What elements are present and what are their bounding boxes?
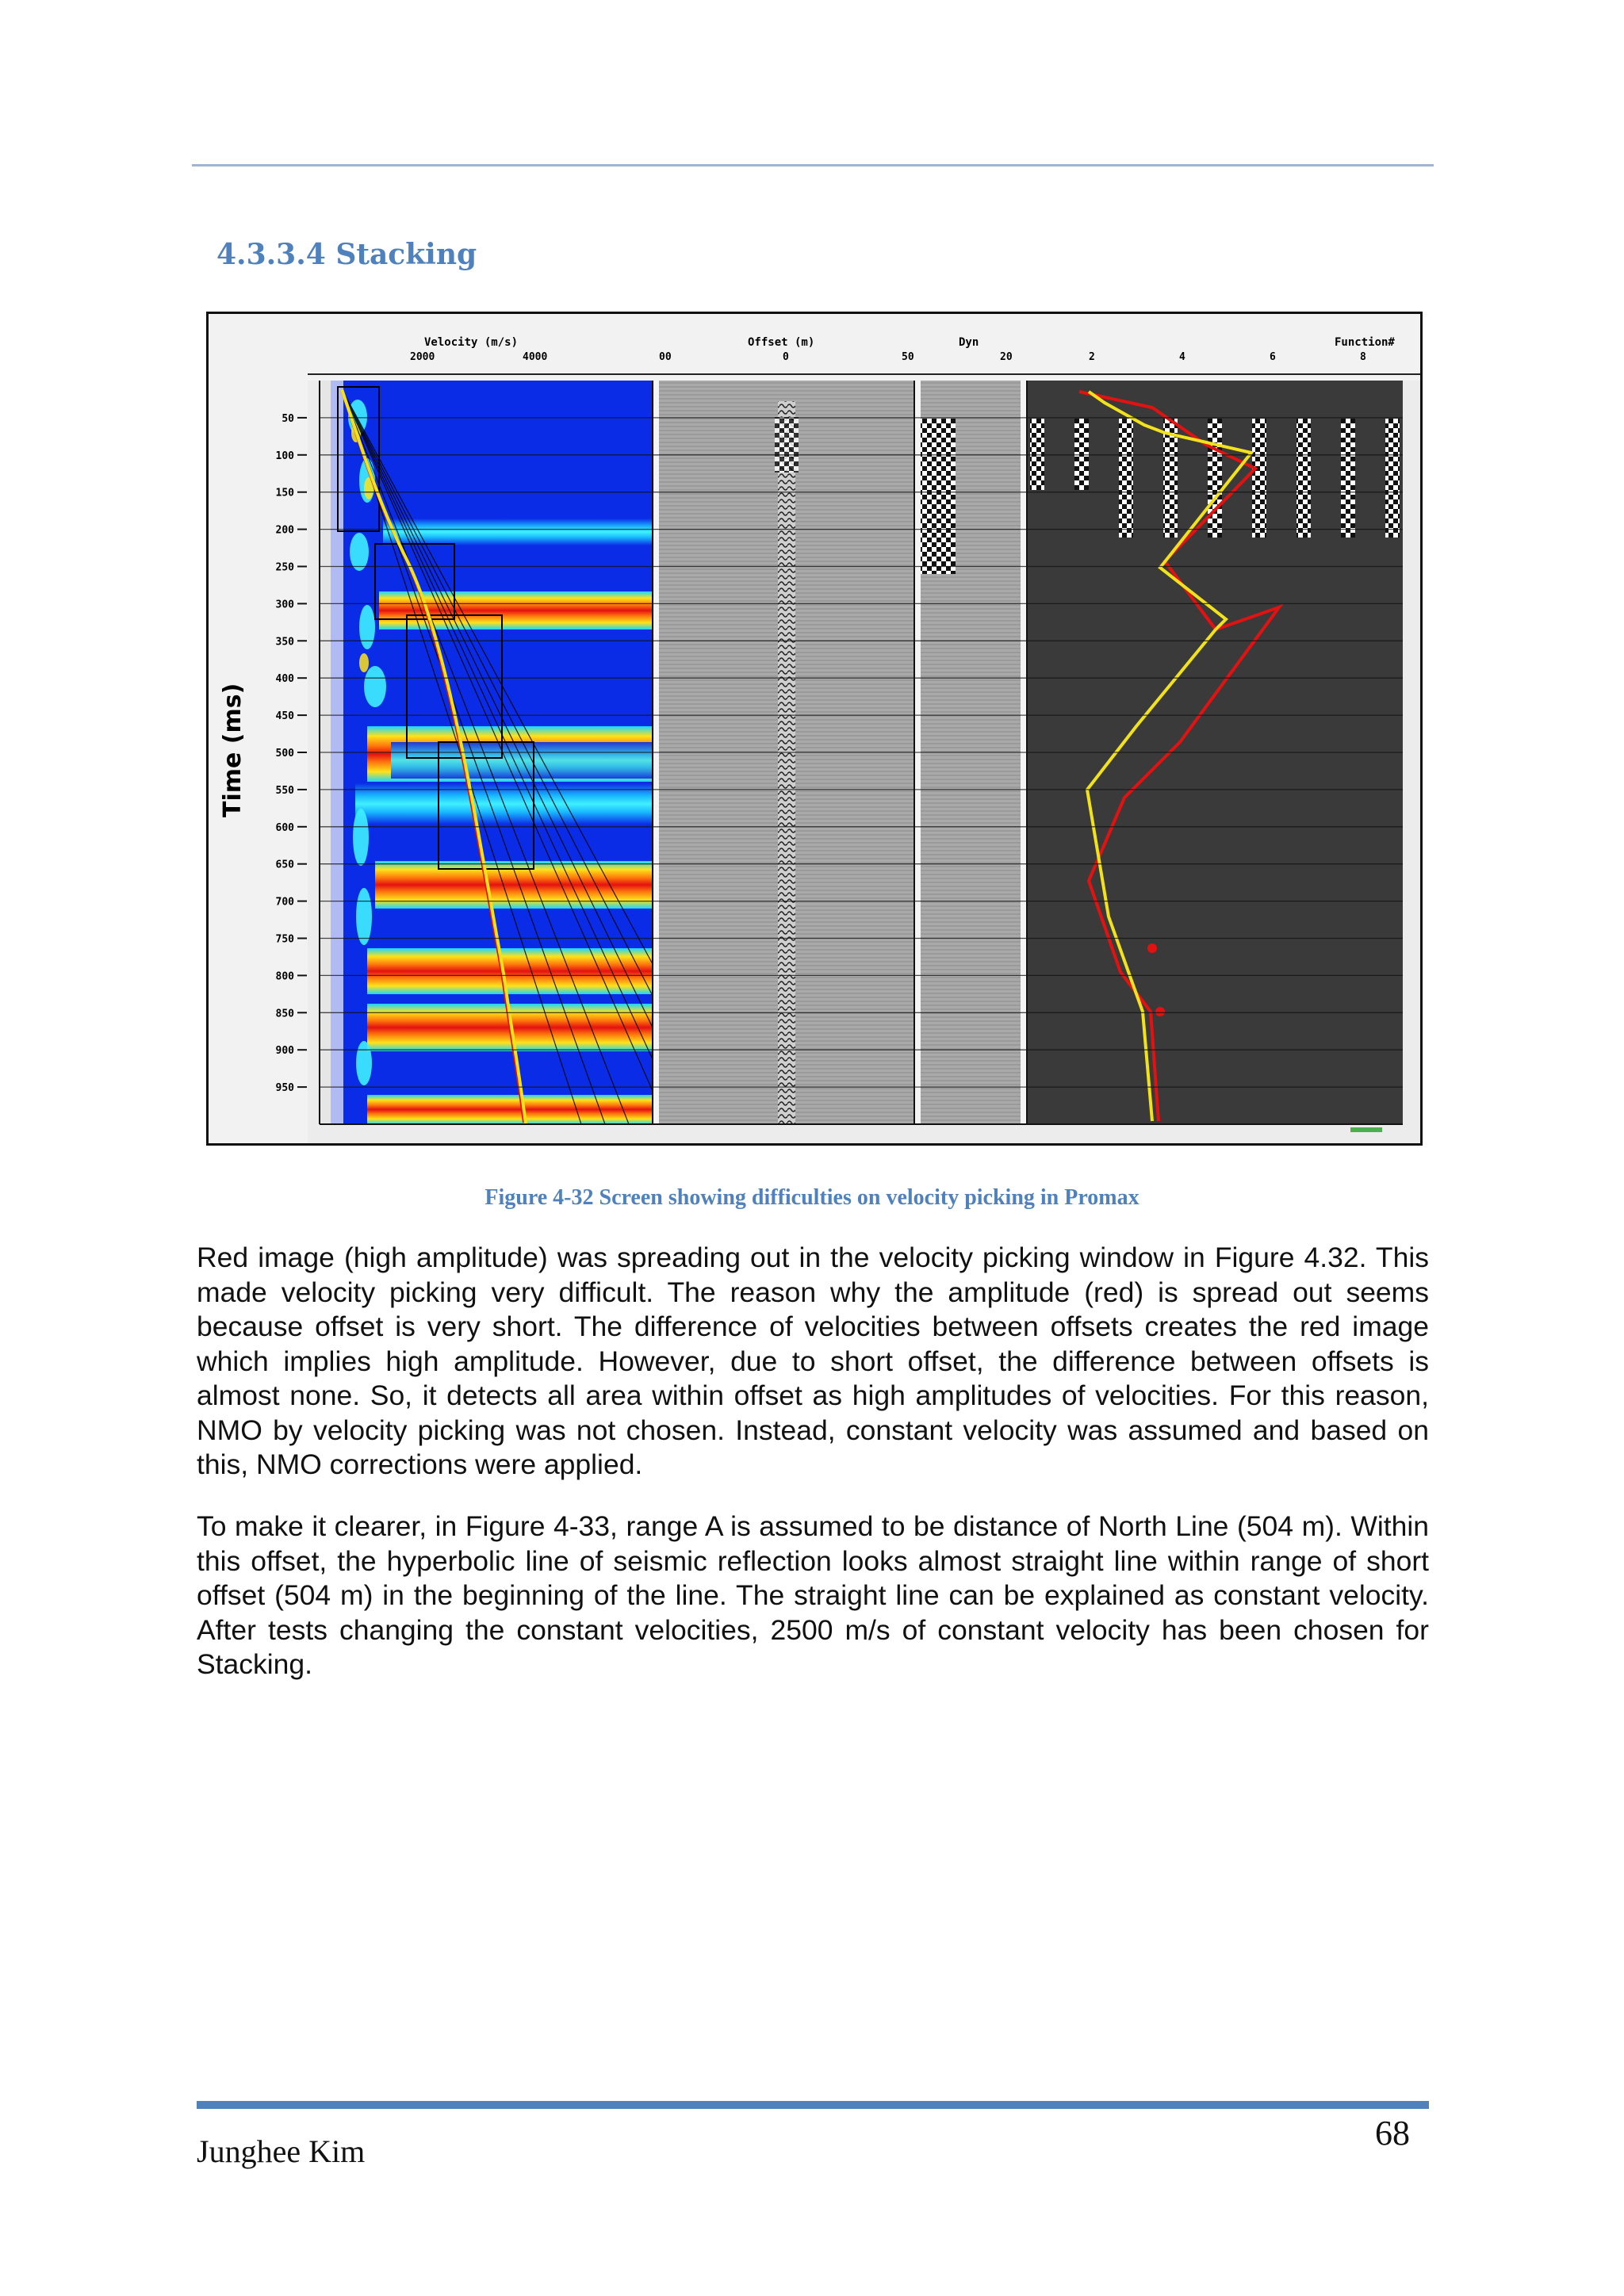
velocity-axis-title: Velocity (m/s) bbox=[424, 336, 519, 349]
velocity-tick-label: 4000 bbox=[523, 351, 548, 363]
function-axis-title: Function# bbox=[1335, 336, 1395, 349]
time-tick-label: 300 bbox=[275, 599, 294, 611]
time-tick-label: 100 bbox=[275, 450, 294, 462]
time-tick-label: 450 bbox=[275, 710, 294, 723]
time-tick-label: 800 bbox=[275, 970, 294, 983]
time-tick-label: 500 bbox=[275, 748, 294, 760]
time-tick-label: 250 bbox=[275, 561, 294, 574]
time-axis-label: Time (ms) bbox=[219, 683, 247, 817]
time-tick-label: 400 bbox=[275, 673, 294, 686]
time-tick-label: 350 bbox=[275, 636, 294, 649]
time-tick-label: 600 bbox=[275, 821, 294, 834]
offset-tick-label: 00 bbox=[659, 351, 672, 363]
body-paragraph-2: To make it clearer, in Figure 4-33, range A is assumed to be distance of North Line (504 m). Within this offset, the hyperbolic line of seismic reflection looks almost straight line within range of short offset (504 m) in the beginning of the line. The straight line can be explained as constant velocity. After tests changing the constant velocities, 2500 m/s of constant velocity has been chosen for Stacking. bbox=[197, 1510, 1429, 1680]
figure-caption: Figure 4-32 Screen showing difficulties on velocity picking in Promax bbox=[485, 1185, 1139, 1210]
function-tick-label: 8 bbox=[1360, 351, 1366, 363]
time-tick-label: 650 bbox=[275, 859, 294, 871]
promax-velocity-analysis-figure bbox=[206, 312, 1423, 1146]
header-rule bbox=[192, 164, 1434, 166]
author-name: Junghee Kim bbox=[197, 2133, 366, 2169]
footer-rule bbox=[197, 2101, 1429, 2109]
time-tick-label: 50 bbox=[282, 412, 294, 425]
time-tick-label: 150 bbox=[275, 487, 294, 499]
promax-screen bbox=[209, 314, 1420, 1143]
offset-axis-title: Offset (m) bbox=[748, 336, 815, 349]
function-tick-label: 4 bbox=[1179, 351, 1185, 363]
time-tick-label: 200 bbox=[275, 524, 294, 537]
function-tick-label: 6 bbox=[1270, 351, 1276, 363]
page-number: 68 bbox=[1375, 2114, 1410, 2152]
dyn-axis-title: Dyn bbox=[959, 336, 979, 349]
time-tick-label: 900 bbox=[275, 1045, 294, 1058]
body-paragraph-1: Red image (high amplitude) was spreading out in the velocity picking window in Figure 4.32. This made velocity picking very difficult. The reason why the amplitude (red) is spread out seems because offset is very short. The difference of velocities between offsets creates the red image which implies high amplitude. However, due to short offset, the difference between offsets is almost none. So, it detects all area within offset as high amplitudes of velocities. For this reason, NMO by velocity picking was not chosen. Instead, constant velocity was assumed and based on this, NMO corrections were applied. bbox=[197, 1242, 1429, 1480]
velocity-tick-label: 2000 bbox=[410, 351, 435, 363]
time-tick-label: 550 bbox=[275, 784, 294, 797]
dyn-tick-label: 20 bbox=[1000, 351, 1013, 363]
time-tick-label: 700 bbox=[275, 896, 294, 909]
offset-tick-label: 0 bbox=[783, 351, 789, 363]
time-tick-label: 850 bbox=[275, 1008, 294, 1020]
offset-tick-label: 50 bbox=[902, 351, 914, 363]
time-tick-label: 950 bbox=[275, 1082, 294, 1095]
function-tick-label: 2 bbox=[1089, 351, 1095, 363]
time-tick-label: 750 bbox=[275, 933, 294, 946]
section-heading: 4.3.3.4 Stacking bbox=[216, 238, 477, 271]
